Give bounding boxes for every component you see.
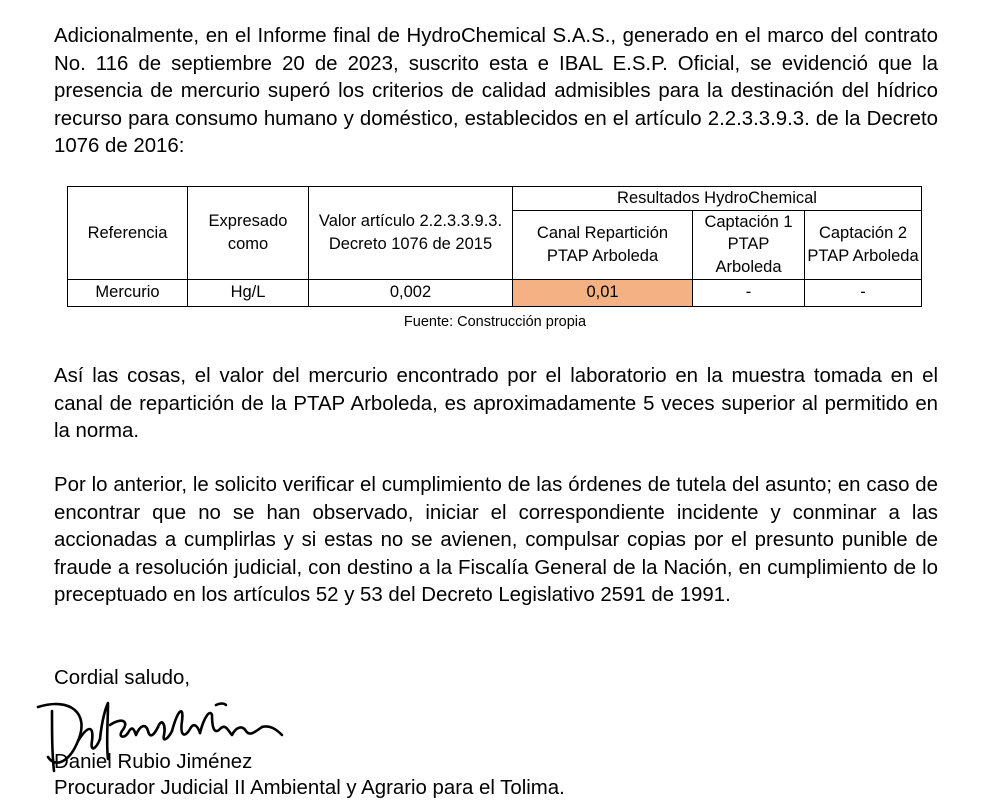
header-referencia: Referencia [68, 187, 188, 280]
signer-title: Procurador Judicial II Ambiental y Agrario para el Tolima. [54, 777, 565, 799]
signer-name: Daniel Rubio Jiménez [54, 751, 253, 773]
intro-paragraph: Adicionalmente, en el Informe final de HydroChemical S.A.S., generado en el marco del contrato No. 116 de septiembre 20 de 2023, suscrito esta e IBAL E.S.P. Oficial, se evidenció que la presencia de mercurio superó los criterios de calidad admisibles para la destinación del hídrico recurso para consumo humano y doméstico, establecidos en el artículo 2.2.3.3.9.3. de la Decreto 1076 de 2016: [54, 25, 938, 157]
header-group-results: Resultados HydroChemical [513, 187, 922, 211]
request-paragraph: Por lo anterior, le solicito verificar el cumplimiento de las órdenes de tutela del asunto; en caso de encontrar que no se han observado, iniciar el correspondiente incidente y conminar a las accionadas a cumplirlas y si estas no se avienen, compulsar copias por el presunto punible de fraude a resolución judicial, con destino a la Fiscalía General de la Nación, en cumplimiento de lo preceptuado en los artículos 52 y 53 del Decreto Legislativo 2591 de 1991. [54, 474, 938, 606]
cell-captacion-1: - [693, 279, 805, 306]
header-valor-articulo: Valor artículo 2.2.3.3.9.3. Decreto 1076 de 2015 [309, 187, 513, 280]
table-row [68, 279, 922, 306]
cell-referencia: Mercurio [68, 279, 188, 306]
header-captacion-2: Captación 2 PTAP Arboleda [805, 210, 922, 279]
header-expresado: Expresado como [188, 187, 309, 280]
cell-captacion-2: - [805, 279, 922, 306]
table-source-caption: Fuente: Construcción propia [403, 314, 587, 330]
header-canal: Canal Repartición PTAP Arboleda [513, 210, 693, 279]
results-table [67, 186, 922, 307]
cell-valor: 0,002 [309, 279, 513, 306]
cell-expresado: Hg/L [188, 279, 309, 306]
closing-greeting: Cordial saludo, [54, 667, 191, 689]
analysis-paragraph: Así las cosas, el valor del mercurio encontrado por el laboratorio en la muestra tomada en el canal de repartición de la PTAP Arboleda, es aproximadamente 5 veces superior al permitido en la norma. [54, 365, 938, 442]
cell-canal-highlighted: 0,01 [513, 279, 693, 306]
header-captacion-1: Captación 1 PTAP Arboleda [693, 210, 805, 279]
